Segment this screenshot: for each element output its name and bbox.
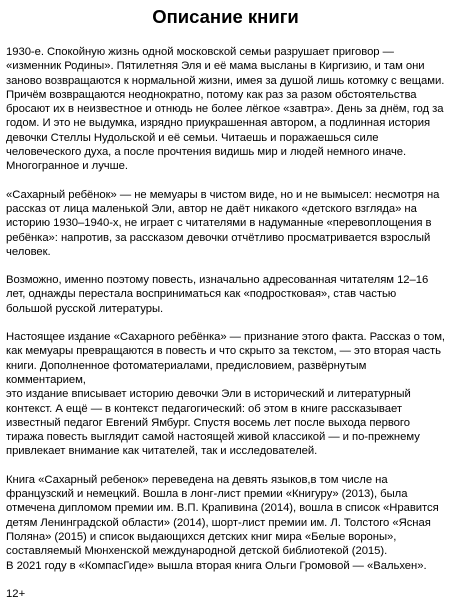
description-paragraph-3: Возможно, именно поэтому повесть, изначально адресованная читателям 12–16 лет, однажды перестала восприниматься как «подростковая», став частью большой русской литературы. [6, 274, 429, 315]
section-title: Описание книги [152, 6, 299, 27]
description-paragraph-1: 1930-е. Спокойную жизнь одной московской семьи разрушает приговор — «изменник Родины». Пятилетняя Эля и её мама высланы в Киргизию, и там они заново возвращаются к нормальной жизни, имея за душой лишь котомку с вещами. Причём возвращаются неоднократно, потому как раз за разом обстоятельства бросают их в неизвестное и отнюдь не более лёгкое «завтра». День за днём, год за годом. И это не выдумка, изрядно приукрашенная автором, а подлинная история девочки Стеллы Нудольской и её семьи. Читаешь и поражаешься силе человеческого духа, а после прочтения видишь мир и людей немного иначе. Многогранное и лучше. [6, 46, 445, 173]
description-paragraph-5: Книга «Сахарный ребенок» переведена на девять языков,в том числе на французский и немецкий. Вошла в лонг-лист премии «Книгуру» (2013), была отмечена дипломом премии им. В.П. Крапивина (2014), вошла в список «Нравится детям Ленинградской области» (2014), шорт-лист премии им. Л. Толстого «Ясная Поляна» (2015) и список выдающихся детских книг мира «Белые вороны», составляемый Мюнхенской международной детской библиотекой (2015). В 2021 году в «КомпасГиде» вышла вторая книга Ольги Громовой — «Вальхен». [6, 473, 439, 572]
age-rating: 12+ [6, 587, 26, 600]
description-paragraph-2: «Сахарный ребёнок» — не мемуары в чистом виде, но и не вымысел: несмотря на рассказ от лица маленькой Эли, автор не даёт никакого «детского взгляда» на историю 1930–1940-х, не играет с читателями в надуманные «перевоплощения в ребёнка»: напротив, за рассказом девочки отчётливо просматривается взрослый человек. [6, 188, 440, 258]
description-paragraph-4: Настоящее издание «Сахарного ребёнка» — признание этого факта. Рассказ о том, как мемуары превращаются в повесть и что скрыто за текстом, — это вторая часть книги. Дополненное фотоматериалами, предисловием, развёрнутым комментарием, это издание вписывает историю девочки Эли в исторический и литературный контекст. А ещё — в контекст педагогический: об этом в книге рассказывает известный педагог Евгений Ямбург. Спустя восемь лет после выхода первого тиража повесть выглядит самой настоящей живой классикой — и по-прежнему привлекает внимание как читателей, так и исследователей. [6, 331, 445, 458]
